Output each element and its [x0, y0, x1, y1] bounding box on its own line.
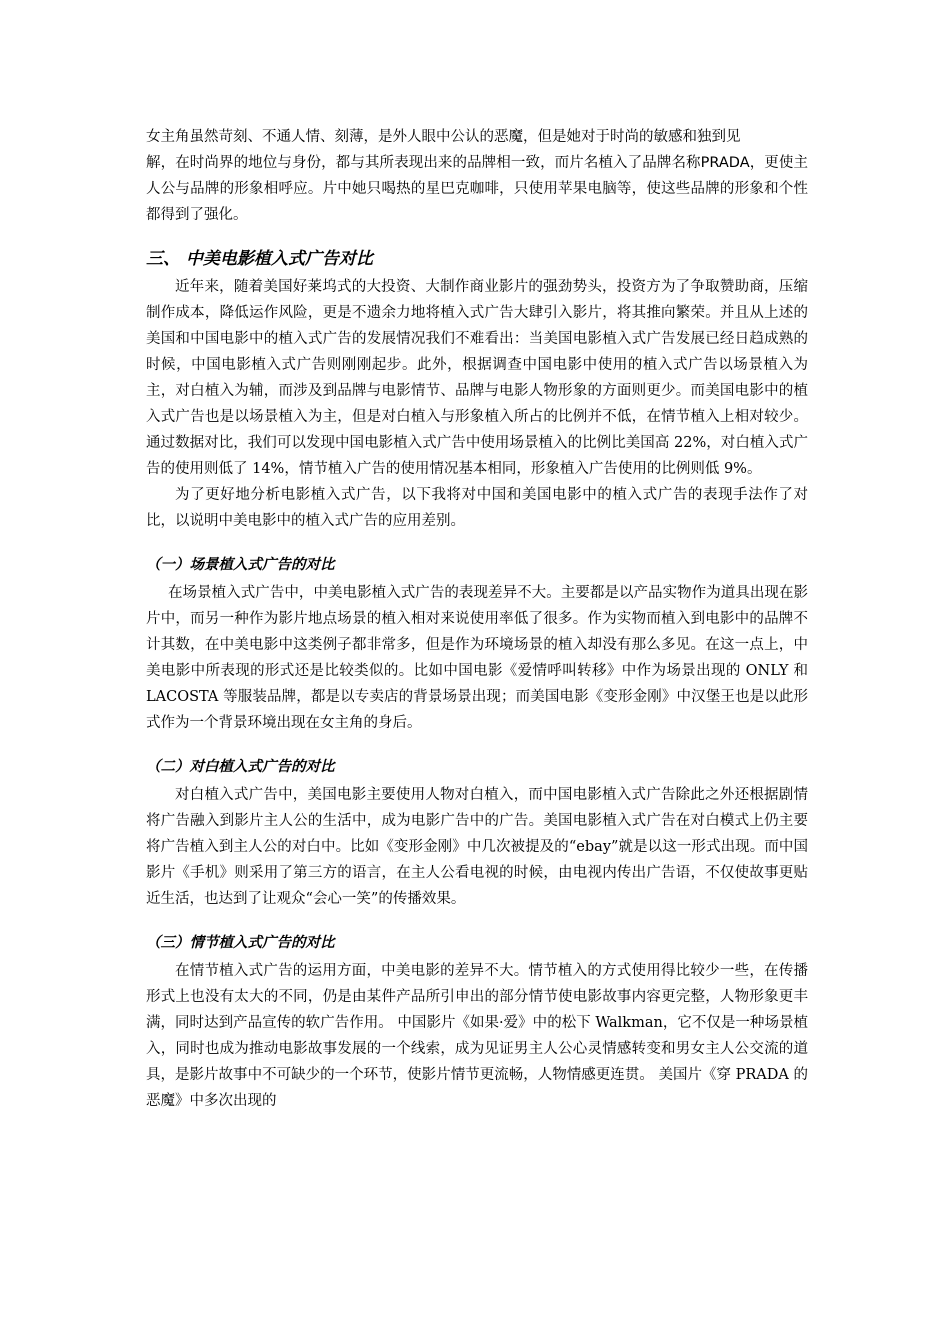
- section-3-paragraph-2: 为了更好地分析电影植入式广告，以下我将对中国和美国电影中的植入式广告的表现手法作了对比，以说明中美电影中的植入式广告的应用差别。: [146, 487, 808, 529]
- subsection-1-heading: （一）场景植入式广告的对比: [146, 557, 335, 573]
- subsection-2-paragraph: 对白植入式广告中，美国电影主要使用人物对白植入，而中国电影植入式广告除此之外还根据剧情将广告融入到影片主人公的生活中，成为电影广告中的广告。美国电影植入式广告在对白模式上仍主要将广告植入到主人公的对白中。比如《变形金刚》中几次被提及的“ebay”就是以这一形式出现。而中国影片《手机》则采用了第三方的语言，在主人公看电视的时候，由电视内传出广告语，不仅使故事更贴近生活，也达到了让观众“会心一笑”的传播效果。: [146, 787, 808, 907]
- subsection-3-paragraph: 在情节植入式广告的运用方面，中美电影的差异不大。情节植入的方式使用得比较少一些，在传播形式上也没有太大的不同，仍是由某件产品所引申出的部分情节使电影故事内容更完整，人物形象更丰满，同时达到产品宣传的软广告作用。 中国影片《如果·爱》中的松下 Walkman，它不仅是一种场景植入，同时也成为推动电影故事发展的一个线索，成为见证男主人公心灵情感转变和男女主人公交流的道具，是影片故事中不可缺少的一个环节，使影片情节更流畅，人物情感更连贯。 美国片《穿 PRADA 的恶魔》中多次出现的: [146, 963, 808, 1109]
- intro-paragraph-line2: 解，在时尚界的地位与身份，都与其所表现出来的品牌相一致，而片名植入了品牌名称PRADA，更使主人公与品牌的形象相呼应。片中她只喝热的星巴克咖啡，只使用苹果电脑等，使这些品牌的形象和个性都得到了强化。: [146, 155, 808, 223]
- subsection-3-heading: （三）情节植入式广告的对比: [146, 935, 335, 951]
- section-3-paragraph-1: 近年来，随着美国好莱坞式的大投资、大制作商业影片的强劲势头，投资方为了争取赞助商，压缩制作成本，降低运作风险，更是不遗余力地将植入式广告大肆引入影片，将其推向繁荣。并且从上述的美国和中国电影中的植入式广告的发展情况我们不难看出：当美国电影植入式广告发展已经日趋成熟的时候，中国电影植入式广告则刚刚起步。此外，根据调查中国电影中使用的植入式广告以场景植入为主，对白植入为辅，而涉及到品牌与电影情节、品牌与电影人物形象的方面则更少。而美国电影中的植入式广告也是以场景植入为主，但是对白植入与形象植入所占的比例并不低，在情节植入上相对较少。通过数据对比，我们可以发现中国电影植入式广告中使用场景植入的比例比美国高 22%，对白植入式广告的使用则低了 14%，情节植入广告的使用情况基本相同，形象植入广告使用的比例则低 9%。: [146, 279, 808, 477]
- section-3-heading: 三、 中美电影植入式广告对比: [146, 249, 373, 269]
- intro-paragraph-line1: 女主角虽然苛刻、不通人情、刻薄，是外人眼中公认的恶魔，但是她对于时尚的敏感和独到见: [146, 129, 741, 145]
- subsection-1-paragraph: 在场景植入式广告中，中美电影植入式广告的表现差异不大。主要都是以产品实物作为道具出现在影片中，而另一种作为影片地点场景的植入相对来说使用率低了很多。作为实物而植入到电影中的品牌不计其数，在中美电影中这类例子都非常多，但是作为环境场景的植入却没有那么多见。在这一点上，中美电影中所表现的形式还是比较类似的。比如中国电影《爱情呼叫转移》中作为场景出现的 ONLY 和 LACOSTA 等服装品牌，都是以专卖店的背景场景出现；而美国电影《变形金刚》中汉堡王也是以此形式作为一个背景环境出现在女主角的身后。: [146, 585, 808, 731]
- subsection-2-heading: （二）对白植入式广告的对比: [146, 759, 335, 775]
- document-page: [146, 124, 808, 1114]
